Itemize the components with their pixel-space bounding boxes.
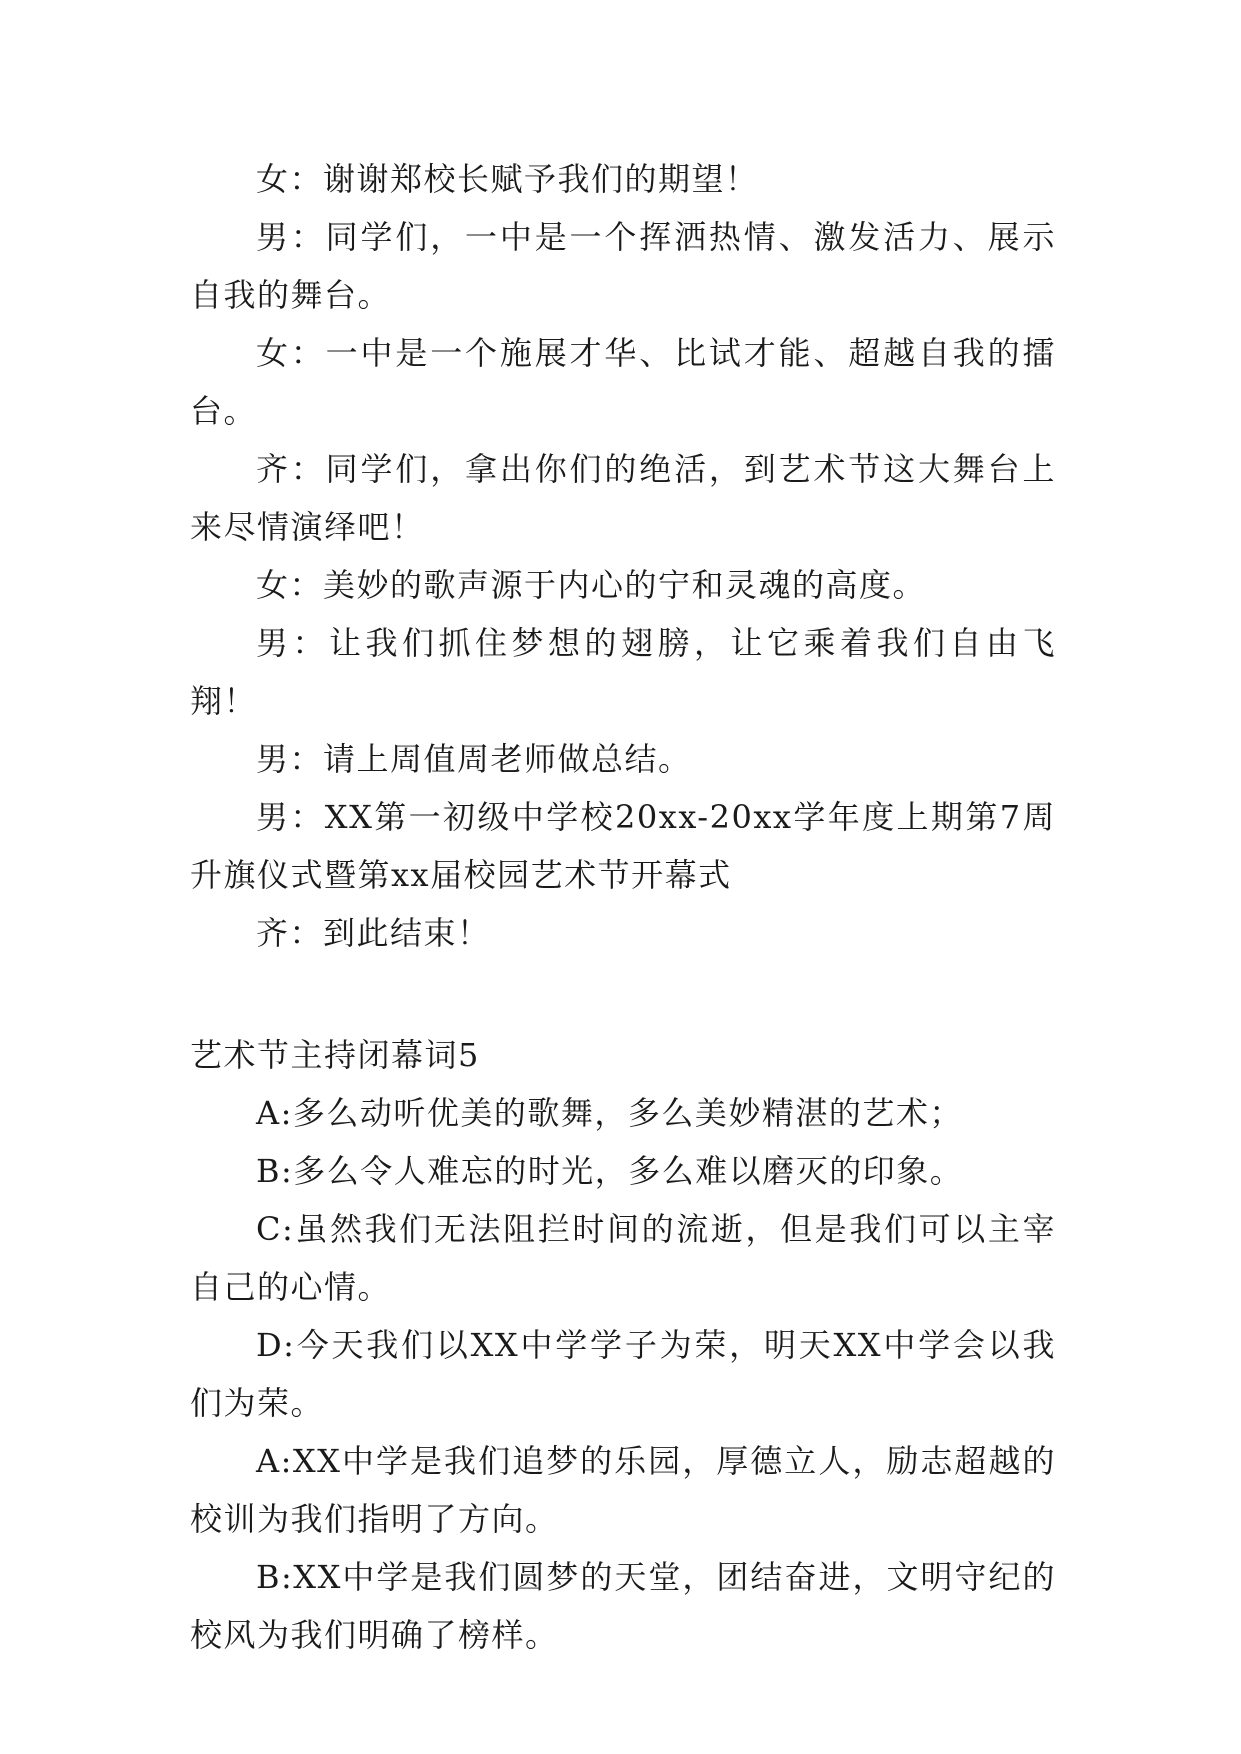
paragraph: 齐：到此结束！ bbox=[256, 914, 491, 952]
document-body bbox=[190, 150, 1056, 1664]
paragraph: 女：美妙的歌声源于内心的宁和灵魂的高度。 bbox=[256, 566, 927, 604]
paragraph: 男：让我们抓住梦想的翅膀，让它乘着我们自由飞翔！ bbox=[190, 624, 1056, 720]
section-heading: 艺术节主持闭幕词5 bbox=[190, 1036, 480, 1074]
paragraph: 女：一中是一个施展才华、比试才能、超越自我的擂台。 bbox=[190, 334, 1056, 430]
paragraph: A:XX中学是我们追梦的乐园，厚德立人，励志超越的校训为我们指明了方向。 bbox=[190, 1442, 1056, 1538]
paragraph: C:虽然我们无法阻拦时间的流逝，但是我们可以主宰自己的心情。 bbox=[190, 1210, 1056, 1306]
paragraph: D:今天我们以XX中学学子为荣，明天XX中学会以我们为荣。 bbox=[190, 1326, 1056, 1422]
paragraph: 男：同学们，一中是一个挥洒热情、激发活力、展示自我的舞台。 bbox=[190, 218, 1056, 314]
paragraph: 齐：同学们，拿出你们的绝活，到艺术节这大舞台上来尽情演绎吧！ bbox=[190, 450, 1056, 546]
paragraph: 男：请上周值周老师做总结。 bbox=[256, 740, 692, 778]
paragraph: B:多么令人难忘的时光，多么难以磨灭的印象。 bbox=[256, 1152, 964, 1190]
paragraph: 女：谢谢郑校长赋予我们的期望！ bbox=[256, 160, 759, 198]
paragraph: 男：XX第一初级中学校20xx-20xx学年度上期第7周升旗仪式暨第xx届校园艺术节开幕式 bbox=[190, 798, 1056, 894]
paragraph: A:多么动听优美的歌舞，多么美妙精湛的艺术； bbox=[256, 1094, 963, 1132]
paragraph: B:XX中学是我们圆梦的天堂，团结奋进，文明守纪的校风为我们明确了榜样。 bbox=[190, 1558, 1056, 1654]
